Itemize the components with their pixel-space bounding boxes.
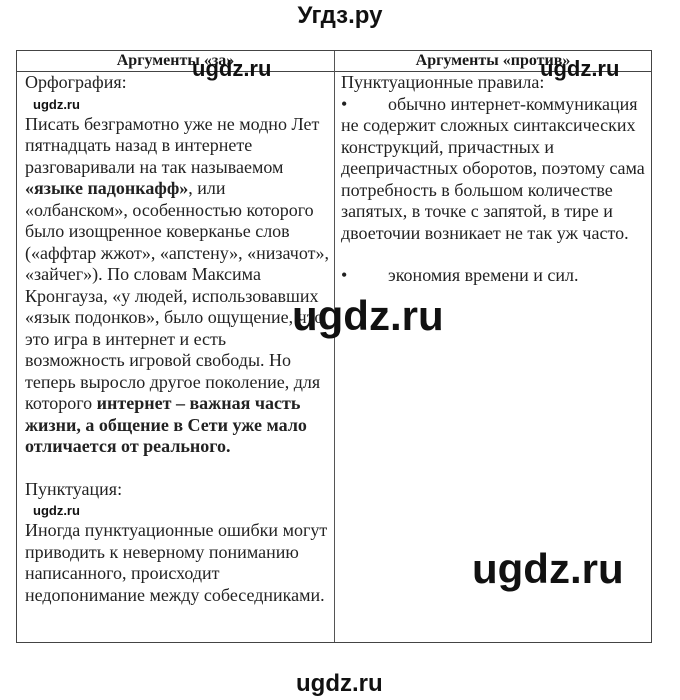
bullet-icon: • bbox=[341, 265, 348, 285]
header-contra: Аргументы «против» bbox=[415, 52, 571, 69]
pro-cell bbox=[25, 72, 330, 606]
spelling-paragraph: Писать безграмотно уже не модно Лет пятнадцать назад в интернете разговаривали на так называемом «языке падонкафф», или «олбанском», особенностью которого было изощренное коверканье слов («аффтар жжот», «апстену», «низачот», «зайчег»). По словам Максима Кронгауза, «у людей, использовавших «язык подонков», было ощущение, что это игра в интернет и есть возможность игровой свободы. Но теперь выросло другое поколение, для которого интернет – важная часть жизни, а общение в Сети уже мало отличается от реального. bbox=[25, 113, 329, 456]
watermark-header-left: ugdz.ru bbox=[192, 56, 272, 81]
watermark-footer: ugdz.ru bbox=[296, 670, 383, 697]
watermark-small: ugdz.ru bbox=[33, 96, 80, 112]
contra-cell bbox=[341, 72, 646, 287]
watermark-center: ugdz.ru bbox=[292, 292, 444, 339]
watermark-header-right: ugdz.ru bbox=[540, 56, 620, 81]
punctuation-paragraph: Иногда пунктуационные ошибки могут приводить к неверному пониманию написанного, происходит недопонимание между собеседниками. bbox=[25, 520, 328, 605]
punctuation-rules-title: Пунктуационные правила: bbox=[341, 72, 545, 92]
bullet-icon: • bbox=[341, 93, 348, 114]
watermark-lower-right: ugdz.ru bbox=[472, 545, 624, 592]
site-title: Угдз.ру bbox=[297, 2, 383, 29]
column-divider bbox=[334, 51, 335, 642]
spelling-title: Орфография: bbox=[25, 72, 127, 92]
watermark-small: ugdz.ru bbox=[33, 503, 80, 518]
list-item: • обычно интернет-коммуникация не содержит сложных синтаксических конструкций, причастных и деепричастных оборотов, поэтому сама потребность в большом количестве запятых, в точке с запятой, в тире и двоеточии возникает не так уж часто. bbox=[341, 93, 645, 243]
list-item: • экономия времени и сил. bbox=[341, 265, 579, 285]
header-pro: Аргументы «за» bbox=[116, 52, 235, 69]
punctuation-title: Пунктуация: bbox=[25, 478, 123, 499]
